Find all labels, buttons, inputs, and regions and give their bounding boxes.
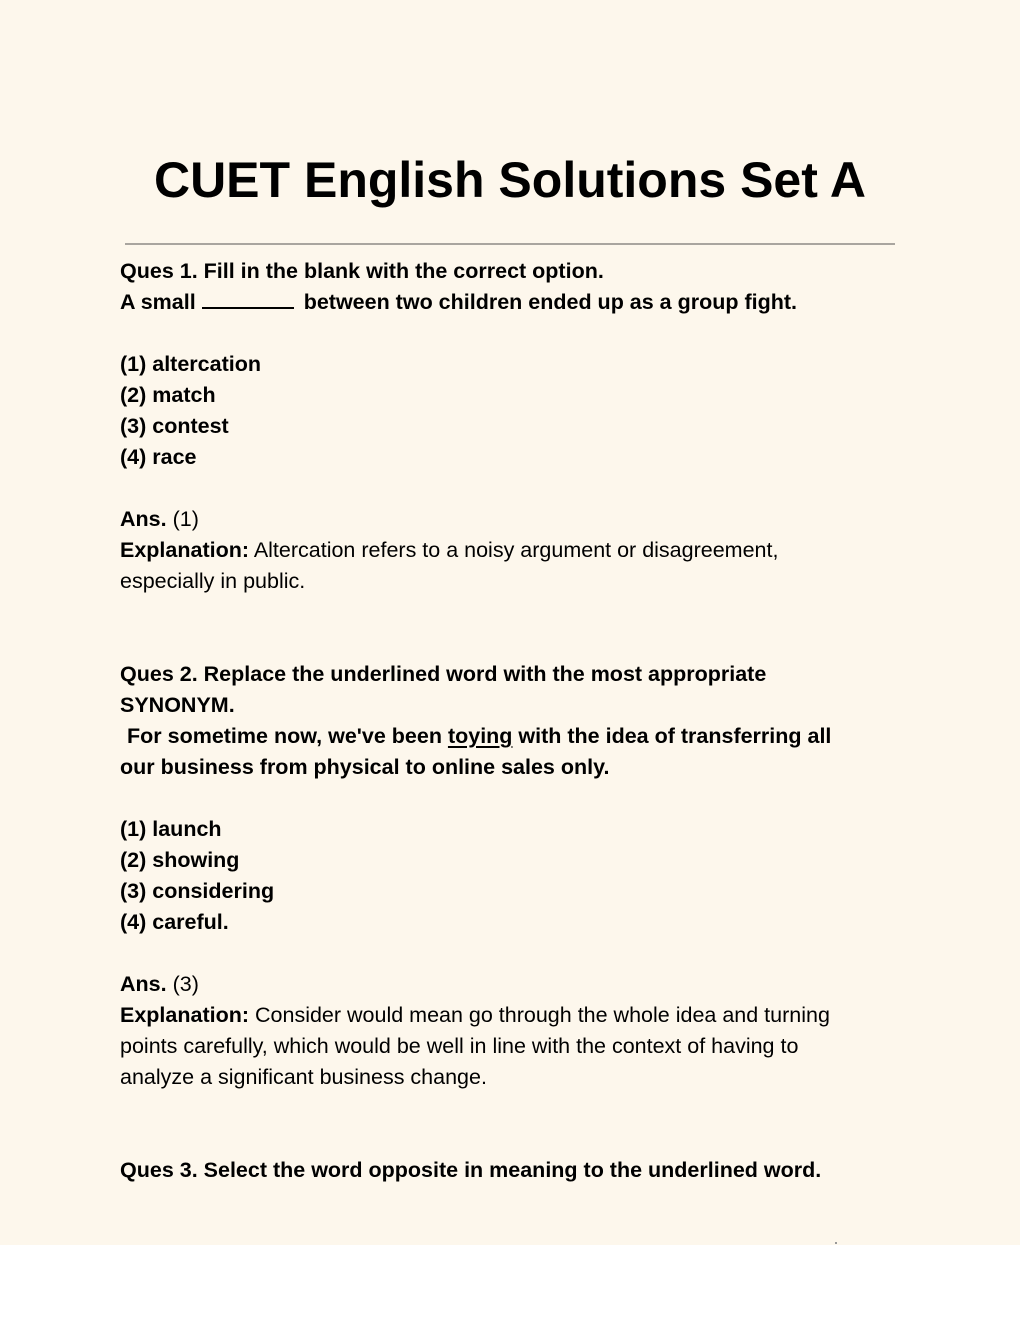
explanation-text: Altercation refers to a noisy argument or disagreement, [253,538,779,562]
question-1-option-1: (1) altercation [120,352,261,376]
question-2-explanation-cont-1: points carefully, which would be well in line with the context of having to [120,1034,799,1058]
question-2-sentence-after: with the idea of transferring all [518,724,832,748]
fill-in-blank [202,289,294,309]
question-2-sentence [120,721,900,752]
question-2-answer [120,969,900,1000]
answer-value: (3) [172,972,199,996]
question-2-explanation [120,1000,900,1031]
question-2 [120,659,900,1093]
question-3-heading: Ques 3. Select the word opposite in meaning to the underlined word. [120,1158,822,1182]
question-2-sentence-before: For sometime now, we've been [127,724,442,748]
answer-label: Ans. [120,972,167,996]
question-1 [120,256,900,597]
question-1-option-2: (2) match [120,383,216,407]
explanation-text: Consider would mean go through the whole idea and turning [255,1003,830,1027]
question-1-option-4: (4) race [120,445,197,469]
question-3 [120,1155,900,1186]
document-body [120,256,900,1186]
question-2-option-2: (2) showing [120,848,240,872]
question-1-sentence-after: between two children ended up as a group fight. [303,290,798,314]
title-divider [125,243,895,245]
underlined-word: toying [447,724,513,748]
answer-value: (1) [172,507,199,531]
question-2-explanation-cont-2: analyze a significant business change. [120,1065,487,1089]
page-mark [835,1242,837,1244]
question-1-sentence [120,287,900,318]
question-1-answer [120,504,900,535]
question-2-option-4: (4) careful. [120,910,229,934]
answer-label: Ans. [120,507,167,531]
explanation-label: Explanation: [120,538,250,562]
question-2-sentence-cont: our business from physical to online sales only. [120,755,610,779]
question-2-option-3: (3) considering [120,879,275,903]
question-2-heading: Ques 2. Replace the underlined word with the most appropriate [120,662,767,686]
page-title: CUET English Solutions Set A [153,152,867,208]
question-1-option-3: (3) contest [120,414,229,438]
question-1-heading: Ques 1. Fill in the blank with the correct option. [120,259,604,283]
question-1-explanation [120,535,900,566]
question-2-heading-cont: SYNONYM. [120,693,235,717]
explanation-label: Explanation: [120,1003,250,1027]
question-2-option-1: (1) launch [120,817,222,841]
question-1-sentence-before: A small [120,290,196,314]
question-1-explanation-cont: especially in public. [120,569,306,593]
